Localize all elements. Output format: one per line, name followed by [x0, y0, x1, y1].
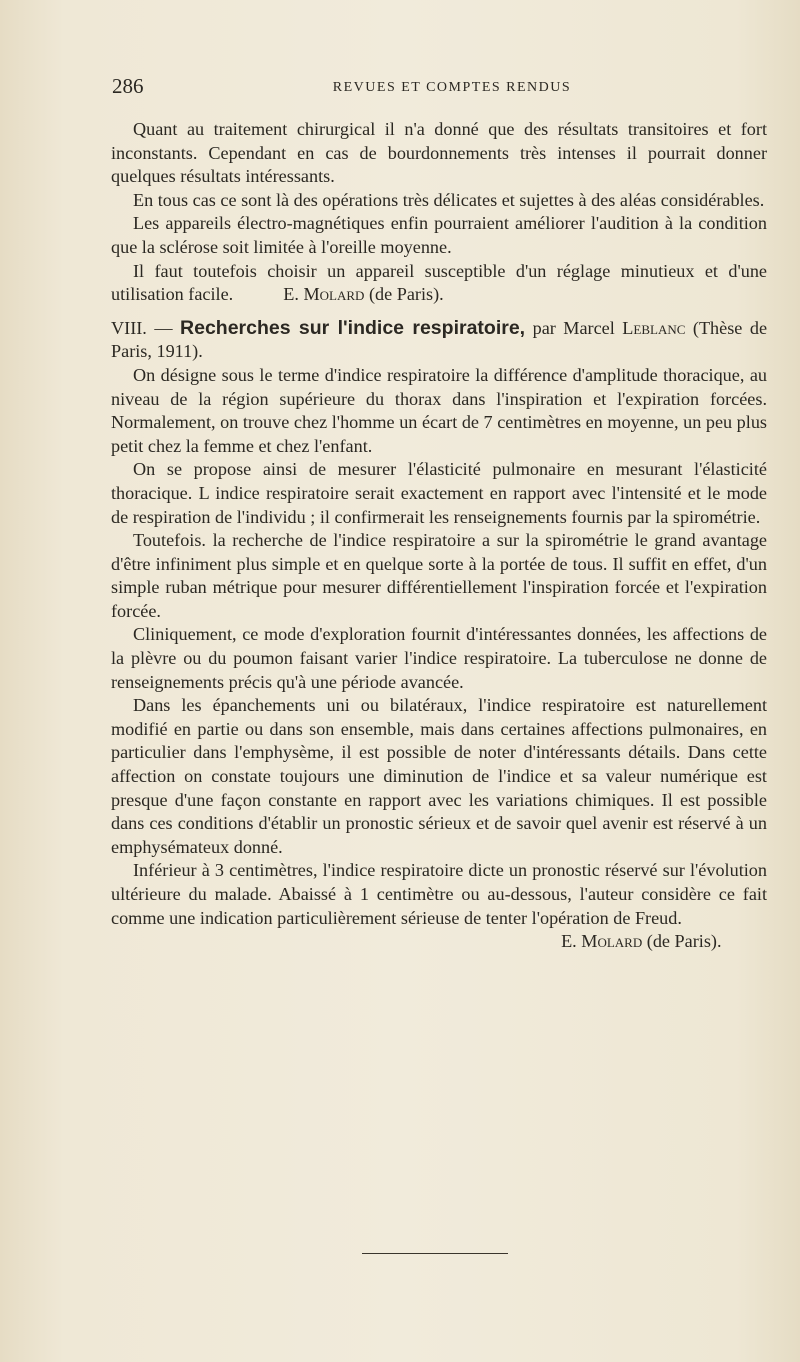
running-head: REVUES ET COMPTES RENDUS — [332, 80, 572, 95]
section-end-rule — [362, 1253, 508, 1254]
section-source: (Thèse de Paris, 1911). — [111, 317, 768, 362]
paragraph: Toutefois. la recherche de l'indice respiratoire a sur la spirométrie le grand avantage d'être infiniment plus simple et en quelque sorte à la portée de tous. Il suffit en effet, d'un simple ruban métrique pour mesurer différentiellement l'inspiration forcée et l'expiration forcée. — [111, 530, 767, 621]
signature-place: (de Paris). — [646, 931, 722, 952]
page-header — [112, 74, 772, 102]
section-title: Recherches sur l'indice respiratoire, — [180, 316, 526, 339]
paragraph: On désigne sous le terme d'indice respiratoire la différence d'amplitude thoracique, au niveau de la région supérieure du thorax dans l'inspiration et l'expiration forcées. Normalement, on trouve chez l'homme un écart de 7 centimètres en moyenne, un peu plus petit chez la femme et chez l'enfant. — [111, 364, 767, 456]
paragraph: Quant au traitement chirurgical il n'a donné que des résultats transitoires et fort inconstants. Cependant en cas de bourdonnements très intenses il pourrait donner quelques résultats intéressants. — [111, 119, 767, 187]
paragraph: En tous cas ce sont là des opérations très délicates et sujettes à des aléas considérables. — [133, 189, 765, 210]
paragraph: Cliniquement, ce mode d'exploration fournit d'intéressantes données, les affections de la plèvre ou du poumon faisant varier l'indice respiratoire. La tuberculose ne donne de renseignements précis qu'à une période avancée. — [111, 624, 767, 692]
body-text — [111, 118, 767, 954]
section-numeral: VIII. — — [111, 317, 173, 338]
section-heading — [111, 317, 767, 364]
section-author: Leblanc — [622, 317, 686, 338]
signature-initial: E. — [283, 284, 299, 305]
signature-initial: E. — [561, 931, 577, 952]
section-by: par Marcel — [532, 317, 615, 338]
paragraph: Les appareils électro-magnétiques enfin pourraient améliorer l'audition à la condition que la sclérose soit limitée à l'oreille moyenne. — [111, 213, 767, 257]
signature-name: Molard — [581, 931, 643, 952]
paragraph: On se propose ainsi de mesurer l'élasticité pulmonaire en mesurant l'élasticité thoracique. L indice respiratoire serait exactement en rapport avec l'intensité et le mode de respiration de l'individu ; il confirmerait les renseignements fournis par la spirométrie. — [111, 459, 767, 527]
paragraph: Inférieur à 3 centimètres, l'indice respiratoire dicte un pronostic réservé sur l'évolution ultérieure du malade. Abaissé à 1 centimètre ou au-dessous, l'auteur considère ce fait comme une indication particulièrement sérieuse de tenter l'opération de Freud. — [111, 860, 767, 928]
reviewer-signature — [111, 930, 767, 954]
page-number: 286 — [112, 74, 144, 98]
paragraph: Dans les épanchements uni ou bilatéraux, l'indice respiratoire est naturellement modifié en partie ou dans son ensemble, mais dans certaines affections pulmonaires, en particulier dans l'emphysème, il est possible de noter d'intéressants détails. Dans cette affection on constate toujours une diminution de l'indice et sa valeur numérique est presque d'une façon constante en rapport avec les variations chimiques. Il est possible dans ces conditions d'établir un pronostic sérieux et de savoir quel avenir est réservé à un emphysémateux donné. — [111, 695, 767, 857]
signature-name: Molard — [303, 284, 365, 305]
paragraph-text: Il faut toutefois choisir un appareil susceptible d'un réglage minutieux et d'une utilisation facile. — [111, 260, 767, 305]
paragraph-with-signature — [111, 260, 767, 307]
reviewer-signature — [283, 284, 443, 304]
signature-place: (de Paris). — [368, 284, 444, 305]
